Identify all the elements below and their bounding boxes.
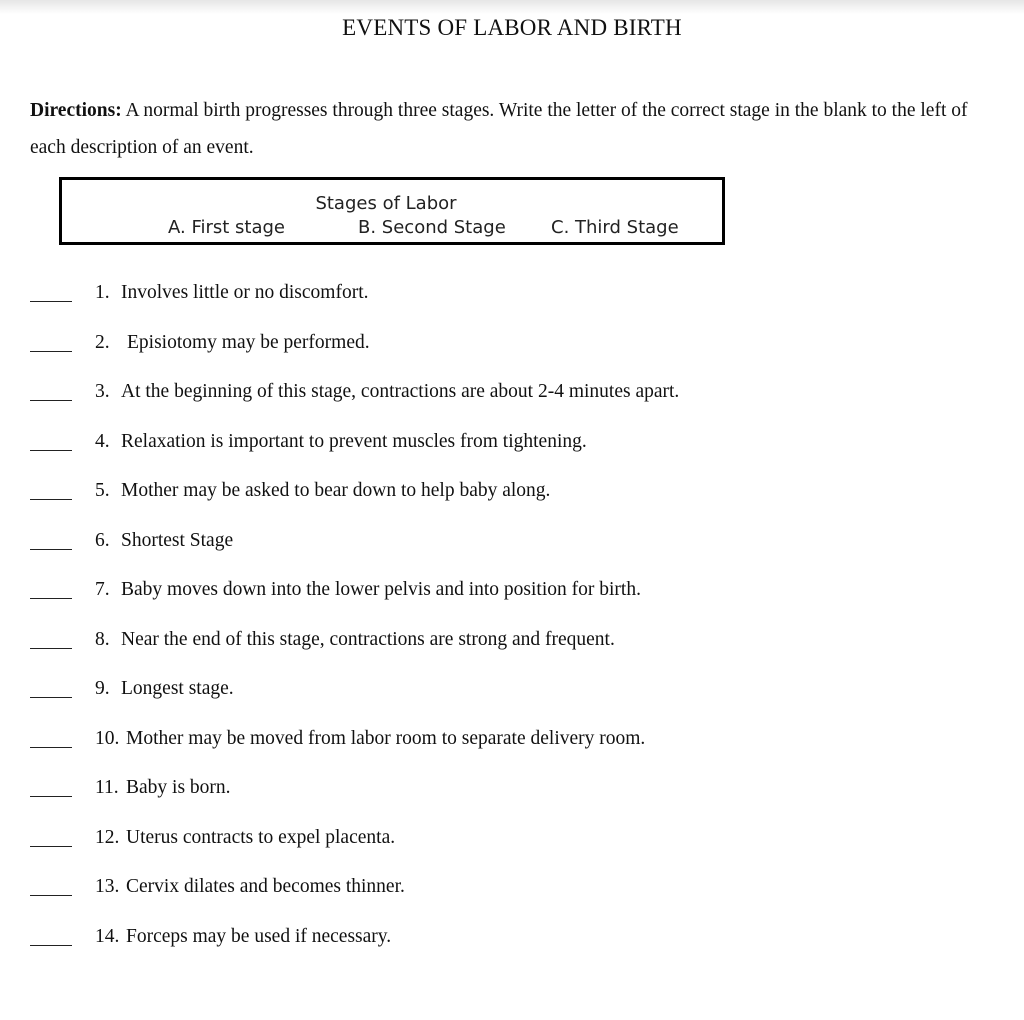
answer-blank[interactable] — [30, 648, 72, 649]
answer-blank[interactable] — [30, 796, 72, 797]
question-text: Shortest Stage — [121, 529, 234, 551]
question-number: 8. — [95, 628, 110, 650]
stage-b-label: B. Second Stage — [358, 217, 506, 238]
directions-label: Directions: — [30, 100, 122, 121]
question-item — [30, 922, 990, 972]
directions-text: A normal birth progresses through three stages. Write the letter of the correct stage in the blank to the left of each description of an event. — [30, 100, 968, 158]
question-text: Near the end of this stage, contractions are strong and frequent. — [121, 628, 615, 650]
question-text: Uterus contracts to expel placenta. — [126, 826, 396, 848]
question-item — [30, 724, 990, 774]
question-text: Mother may be asked to bear down to help baby along. — [121, 480, 551, 501]
question-number: 4. — [95, 430, 110, 452]
question-text: At the beginning of this stage, contractions are about 2-4 minutes apart. — [121, 381, 680, 402]
question-item — [30, 575, 990, 625]
stage-a-label: A. First stage — [168, 217, 286, 238]
question-item — [30, 773, 990, 823]
page-title: EVENTS OF LABOR AND BIRTH — [342, 15, 682, 40]
question-item — [30, 328, 990, 378]
question-number: 2. — [95, 331, 110, 353]
answer-blank[interactable] — [30, 895, 72, 896]
question-text: Episiotomy may be performed. — [127, 331, 370, 353]
question-number: 1. — [95, 282, 110, 303]
question-number: 3. — [95, 381, 110, 402]
answer-blank[interactable] — [30, 450, 72, 451]
question-text: Cervix dilates and becomes thinner. — [126, 876, 405, 897]
question-number: 11. — [95, 777, 119, 798]
stages-of-labor-box — [59, 177, 725, 245]
answer-blank[interactable] — [30, 697, 72, 698]
question-number: 9. — [95, 678, 110, 699]
answer-blank[interactable] — [30, 846, 72, 847]
question-text: Baby is born. — [126, 777, 231, 798]
question-item — [30, 278, 990, 328]
question-text: Baby moves down into the lower pelvis and into position for birth. — [121, 579, 641, 600]
question-text: Forceps may be used if necessary. — [126, 925, 392, 947]
stage-c-label: C. Third Stage — [551, 217, 679, 238]
question-item — [30, 625, 990, 675]
question-text: Mother may be moved from labor room to separate delivery room. — [126, 727, 646, 749]
question-number: 13. — [95, 876, 120, 897]
directions — [30, 92, 1005, 166]
question-item — [30, 427, 990, 477]
question-text: Relaxation is important to prevent muscles from tightening. — [121, 430, 587, 452]
answer-blank[interactable] — [30, 351, 72, 352]
answer-blank[interactable] — [30, 400, 72, 401]
question-number: 7. — [95, 579, 110, 600]
top-shadow — [0, 0, 1024, 14]
answer-blank[interactable] — [30, 549, 72, 550]
question-item — [30, 526, 990, 576]
question-number: 14. — [95, 925, 120, 947]
question-item — [30, 823, 990, 873]
question-item — [30, 872, 990, 922]
question-number: 5. — [95, 480, 110, 501]
answer-blank[interactable] — [30, 945, 72, 946]
question-text: Involves little or no discomfort. — [121, 282, 369, 303]
answer-blank[interactable] — [30, 747, 72, 748]
answer-blank[interactable] — [30, 499, 72, 500]
question-item — [30, 476, 990, 526]
question-item — [30, 377, 990, 427]
question-list — [30, 278, 990, 971]
question-number: 12. — [95, 826, 120, 848]
question-number: 6. — [95, 529, 110, 551]
stages-box-title: Stages of Labor — [315, 193, 457, 214]
question-number: 10. — [95, 727, 120, 749]
answer-blank[interactable] — [30, 598, 72, 599]
question-item — [30, 674, 990, 724]
answer-blank[interactable] — [30, 301, 72, 302]
question-text: Longest stage. — [121, 678, 234, 699]
